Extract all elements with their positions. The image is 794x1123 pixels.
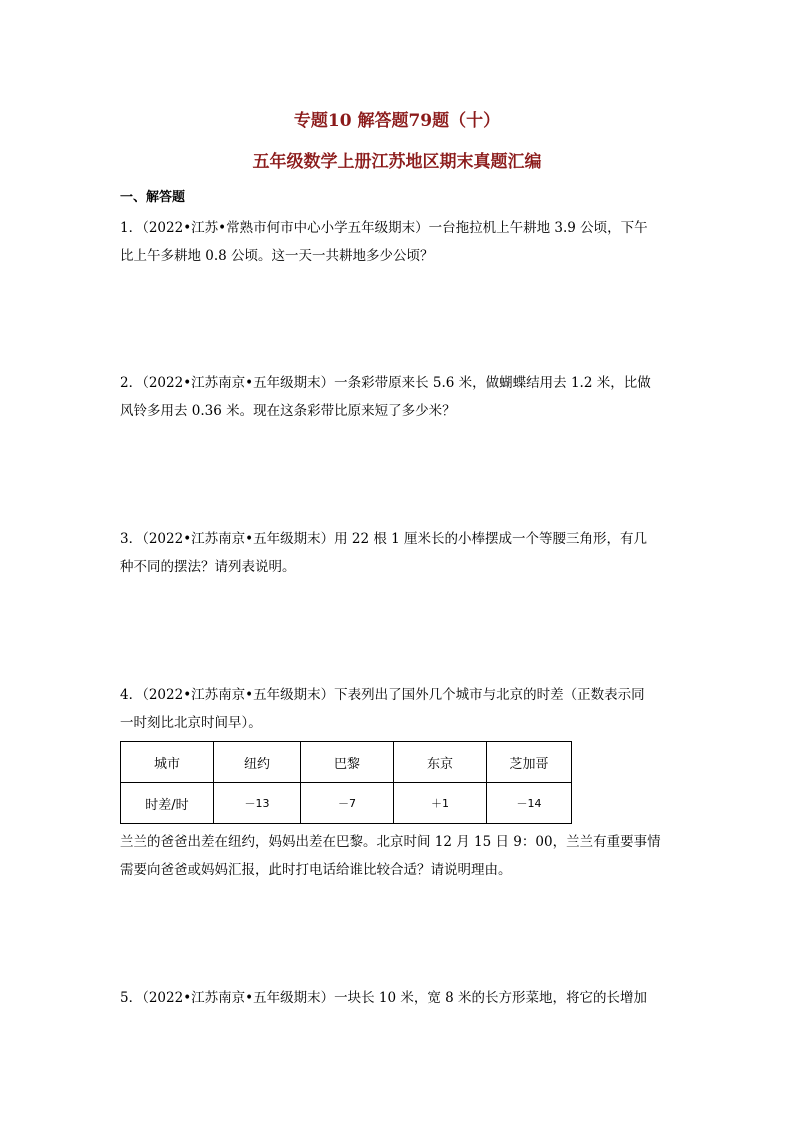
question-line: 比上午多耕地 0.8 公顷。这一天一共耕地多少公顷？: [120, 248, 434, 264]
question-line: 2．（2022•江苏南京•五年级期末）一条彩带原来长 5.6 米，做蝴蝶结用去 1.2 米，比做: [120, 375, 651, 391]
table-cell: 巴黎: [301, 742, 394, 783]
question-line: 一时刻比北京时间早）。: [120, 715, 262, 731]
question-line: 需要向爸爸或妈妈汇报，此时打电话给谁比较合适？请说明理由。: [120, 862, 512, 878]
page-subtitle: 五年级数学上册江苏地区期末真题汇编: [252, 152, 542, 172]
table-cell: 纽约: [214, 742, 301, 783]
section-heading: 一、解答题: [120, 190, 186, 205]
question-2: [120, 369, 676, 425]
question-line: 风铃多用去 0.36 米。现在这条彩带比原来短了多少米？: [120, 403, 456, 419]
question-line: 种不同的摆法？请列表说明。: [120, 559, 296, 575]
question-1: [120, 214, 676, 270]
table-cell: 城市: [121, 742, 214, 783]
time-difference-table: [120, 741, 572, 824]
page-title: 专题10 解答题79题（十）: [293, 111, 501, 131]
table-cell: ＋1: [394, 783, 487, 824]
question-line: 1．（2022•江苏•常熟市何市中心小学五年级期末）一台拖拉机上午耕地 3.9 公顷，下午: [120, 220, 648, 236]
table-cell: 芝加哥: [487, 742, 572, 783]
question-3: [120, 525, 676, 581]
question-4-continued: [120, 828, 676, 884]
table-cell: 东京: [394, 742, 487, 783]
table-cell: 时差/时: [121, 783, 214, 824]
question-line: 3．（2022•江苏南京•五年级期末）用 22 根 1 厘米长的小棒摆成一个等腰三角形，有几: [120, 531, 648, 547]
question-4: [120, 681, 676, 737]
question-5: [120, 984, 676, 1012]
table-cell: －13: [214, 783, 301, 824]
table-cell: －7: [301, 783, 394, 824]
table-cell: －14: [487, 783, 572, 824]
question-line: 4．（2022•江苏南京•五年级期末）下表列出了国外几个城市与北京的时差（正数表示同: [120, 687, 645, 703]
table-row: [121, 742, 572, 783]
question-line: 5．（2022•江苏南京•五年级期末）一块长 10 米，宽 8 米的长方形菜地，将它的长增加: [120, 990, 648, 1006]
table-row: [121, 783, 572, 824]
question-line: 兰兰的爸爸出差在纽约，妈妈出差在巴黎。北京时间 12 月 15 日 9：00，兰兰有重要事情: [120, 834, 661, 850]
